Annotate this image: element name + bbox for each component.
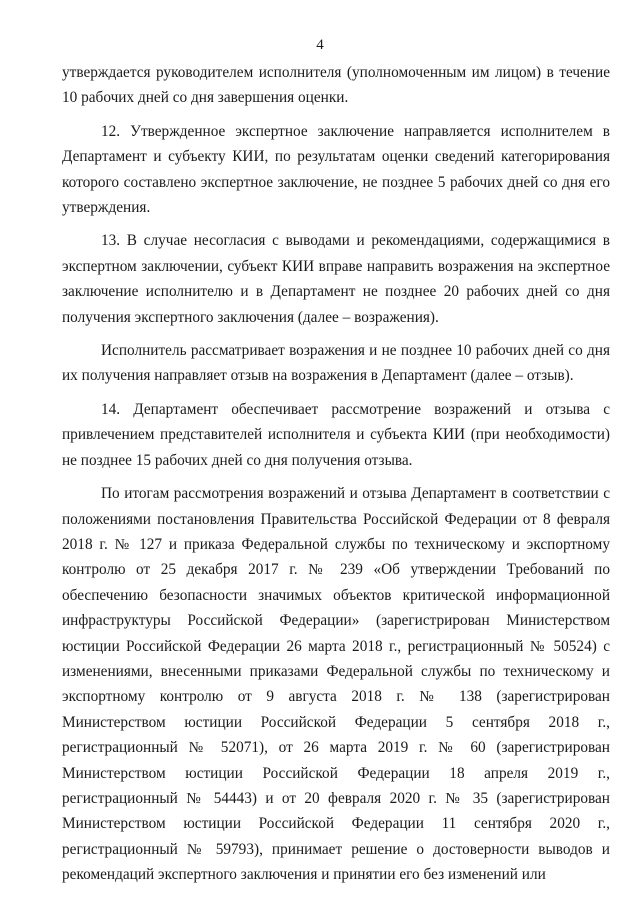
paragraph-item-12: 12. Утвержденное экспертное заключение направляется исполнителем в Департамент и субъекту КИИ, по результатам оценки сведений категорирования которого составлено экспертное заключение, не позднее 5 рабочих дней со дня его утверждения. [62, 122, 610, 217]
paragraph-item-13: 13. В случае несогласия с выводами и рекомендациями, содержащимися в экспертном заключении, субъект КИИ вправе направить возражения на экспертное заключение исполнителю и в Департамент не позднее 20 рабочих дней со дня получения экспертного заключения (далее – возражения). [62, 232, 610, 326]
document-body [62, 60, 610, 896]
paragraph-continuation: утверждается руководителем исполнителя (уполномоченным им лицом) в течение 10 рабочих дней со дня завершения оценки. [62, 64, 610, 107]
page-number: 4 [316, 37, 324, 53]
paragraph-item-14: 14. Департамент обеспечивает рассмотрение возражений и отзыва с привлечением представителей исполнителя и субъекта КИИ (при необходимости) не позднее 15 рабочих дней со дня получения отзыва. [62, 400, 610, 469]
paragraph-executor-review: Исполнитель рассматривает возражения и не позднее 10 рабочих дней со дня их получения направляет отзыв на возражения в Департамент (далее – отзыв). [62, 342, 610, 385]
paragraph-decision: По итогам рассмотрения возражений и отзыва Департамент в соответствии с положениями постановления Правительства Российской Федерации от 8 февраля 2018 г. № 127 и приказа Федеральной службы по техническому и экспортному контролю от 25 декабря 2017 г. № 239 «Об утверждении Требований по обеспечению безопасности значимых объектов критической информационной инфраструктуры Российской Федерации» (зарегистрирован Министерством юстиции Российской Федерации 26 марта 2018 г., регистрационный № 50524) с изменениями, внесенными приказами Федеральной службы по техническому и экспортному контролю от 9 августа 2018 г. № 138 (зарегистрирован Министерством юстиции Российской Федерации 5 сентября 2018 г., регистрационный № 52071), от 26 марта 2019 г. № 60 (зарегистрирован Министерством юстиции Российской Федерации 18 апреля 2019 г., регистрационный № 54443) и от 20 февраля 2020 г. № 35 (зарегистрирован Министерством юстиции Российской Федерации 11 сентября 2020 г., регистрационный № 59793), принимает решение о достоверности выводов и рекомендаций экспертного заключения и принятии его без изменений или [62, 485, 610, 884]
